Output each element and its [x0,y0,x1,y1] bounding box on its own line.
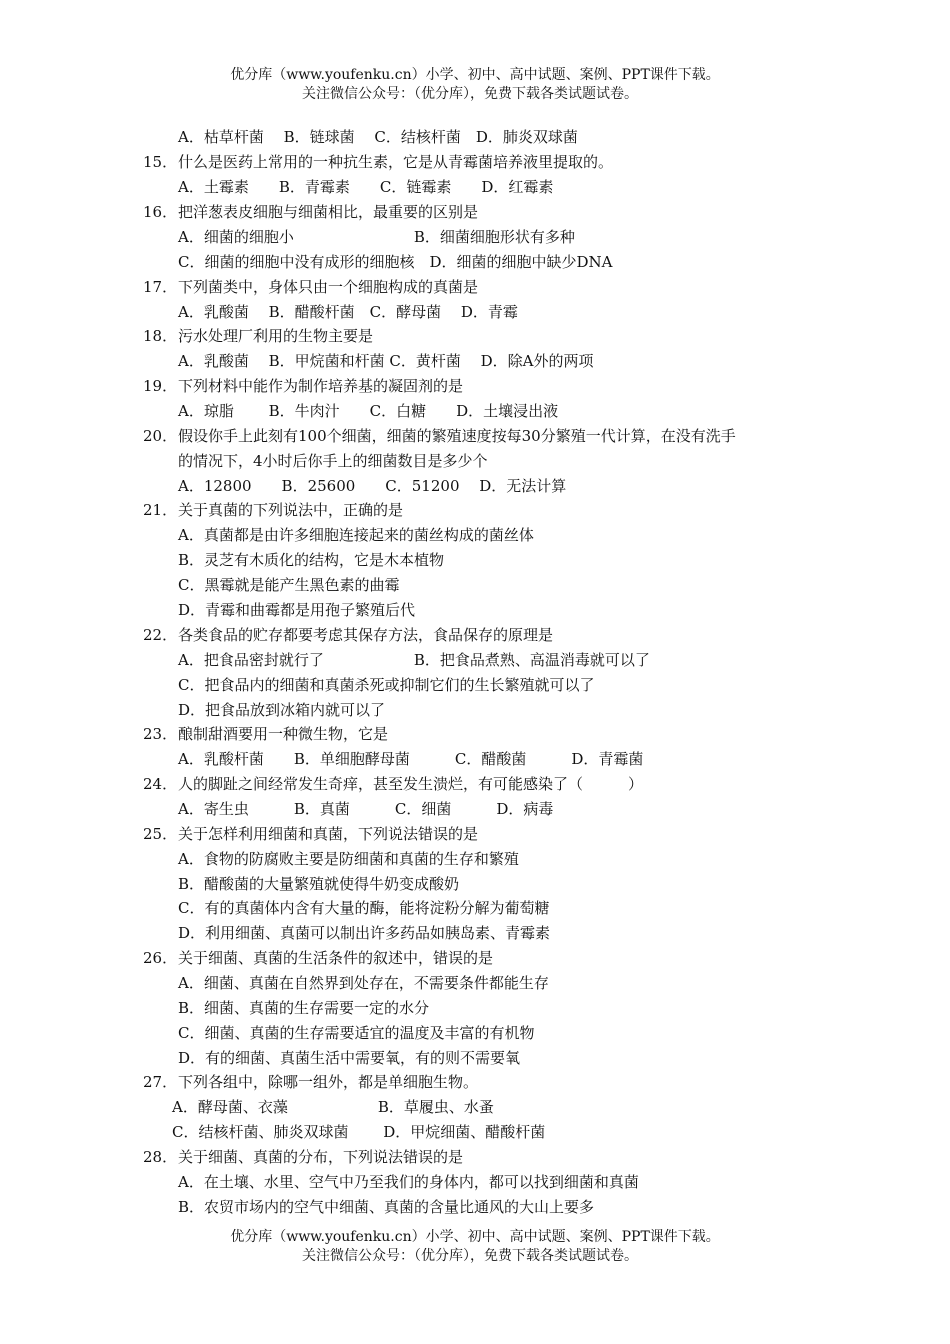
q26-option-c: C．细菌、真菌的生存需要适宜的温度及丰富的有机物 [178,1024,535,1042]
q25-option-c: C．有的真菌体内含有大量的酶，能将淀粉分解为葡萄糖 [178,899,550,917]
question-21 [143,500,403,520]
q28-option-b: B．农贸市场内的空气中细菌、真菌的含量比通风的大山上要多 [178,1198,595,1216]
q16-options-ab: A．细菌的细胞小 B．细菌细胞形状有多种 [178,228,575,246]
question-number: 26． [143,949,178,967]
q21-option-c: C．黑霉就是能产生黑色素的曲霉 [178,576,400,594]
question-number: 16． [143,203,178,221]
page-header [0,66,950,104]
q27-options-ab: A．酵母菌、衣藻 B．草履虫、水蚤 [172,1098,494,1116]
question-stem: 把洋葱表皮细胞与细菌相比，最重要的区别是 [178,203,479,221]
question-stem: 污水处理厂利用的生物主要是 [178,327,374,345]
question-stem: 关于真菌的下列说法中，正确的是 [178,501,404,519]
header-line-2: 关注微信公众号：（优分库），免费下载各类试题试卷。 [302,86,638,102]
question-19 [143,376,463,396]
q22-options-ab: A．把食品密封就行了 B．把食品煮熟、高温消毒就可以了 [178,651,650,669]
q27-options-cd: C．结核杆菌、肺炎双球菌 D．甲烷细菌、醋酸杆菌 [172,1123,546,1141]
q28-option-a: A．在土壤、水里、空气中乃至我们的身体内，都可以找到细菌和真菌 [178,1173,639,1191]
q21-option-a: A．真菌都是由许多细胞连接起来的菌丝构成的菌丝体 [178,526,534,544]
question-stem: 下列材料中能作为制作培养基的凝固剂的是 [178,377,464,395]
q21-option-b: B．灵芝有木质化的结构，它是木本植物 [178,551,445,569]
q16-options-cd: C．细菌的细胞中没有成形的细胞核 D．细菌的细胞中缺少DNA [178,253,613,271]
q23-options: A．乳酸杆菌 B．单细胞酵母菌 C．醋酸菌 D．青霉菌 [178,750,644,768]
question-stem: 什么是医药上常用的一种抗生素，它是从青霉菌培养液里提取的。 [178,153,614,171]
page-footer [0,1228,950,1266]
question-23 [143,724,388,744]
question-number: 28． [143,1148,178,1166]
question-stem: 关于细菌、真菌的生活条件的叙述中，错误的是 [178,949,494,967]
question-number: 20． [143,427,178,445]
question-stem: 人的脚趾之间经常发生奇痒，甚至发生溃烂，有可能感染了（ ） [178,775,644,793]
question-16 [143,202,478,222]
question-number: 15． [143,153,178,171]
q19-options: A．琼脂 B．牛肉汁 C．白糖 D．土壤浸出液 [178,402,559,420]
question-27 [143,1072,478,1092]
question-stem: 关于怎样利用细菌和真菌，下列说法错误的是 [178,825,479,843]
q22-option-d: D．把食品放到冰箱内就可以了 [178,701,386,719]
question-stem: 假设你手上此刻有100个细菌，细菌的繁殖速度按每30分繁殖一代计算，在没有洗手 [178,427,736,445]
question-number: 22． [143,626,178,644]
question-number: 21． [143,501,178,519]
q24-options: A．寄生虫 B．真菌 C．细菌 D．病毒 [178,800,554,818]
question-number: 18． [143,327,178,345]
question-number: 17． [143,278,178,296]
question-stem: 关于细菌、真菌的分布，下列说法错误的是 [178,1148,464,1166]
question-26 [143,948,493,968]
question-stem: 酿制甜酒要用一种微生物，它是 [178,725,389,743]
question-24 [143,774,643,794]
q18-options: A．乳酸菌 B．甲烷菌和杆菌 C．黄杆菌 D．除A外的两项 [178,352,594,370]
question-number: 19． [143,377,178,395]
question-18 [143,326,373,346]
q26-option-d: D．有的细菌、真菌生活中需要氧，有的则不需要氧 [178,1049,521,1067]
q25-option-a: A．食物的防腐败主要是防细菌和真菌的生存和繁殖 [178,850,519,868]
question-17 [143,277,478,297]
q26-option-a: A．细菌、真菌在自然界到处存在，不需要条件都能生存 [178,974,549,992]
question-20 [143,426,736,446]
question-25 [143,824,478,844]
question-stem: 下列菌类中，身体只由一个细胞构成的真菌是 [178,278,479,296]
q14-options: A．枯草杆菌 B．链球菌 C．结核杆菌 D．肺炎双球菌 [178,128,578,146]
footer-line-2: 关注微信公众号：（优分库），免费下载各类试题试卷。 [302,1248,638,1264]
header-line-1: 优分库（www.youfenku.cn）小学、初中、高中试题、案例、PPT课件下载。 [230,67,720,83]
question-22 [143,625,553,645]
question-number: 25． [143,825,178,843]
q17-options: A．乳酸菌 B．醋酸杆菌 C．酵母菌 D．青霉 [178,303,518,321]
question-15 [143,152,613,172]
q21-option-d: D．青霉和曲霉都是用孢子繁殖后代 [178,601,416,619]
question-stem: 下列各组中，除哪一组外，都是单细胞生物。 [178,1073,479,1091]
question-28 [143,1147,463,1167]
question-number: 27． [143,1073,178,1091]
footer-line-1: 优分库（www.youfenku.cn）小学、初中、高中试题、案例、PPT课件下载。 [230,1229,720,1245]
question-number: 24． [143,775,178,793]
question-stem: 各类食品的贮存都要考虑其保存方法，食品保存的原理是 [178,626,554,644]
q22-option-c: C．把食品内的细菌和真菌杀死或抑制它们的生长繁殖就可以了 [178,676,595,694]
q15-options: A．土霉素 B．青霉素 C．链霉素 D．红霉素 [178,178,554,196]
q20-options: A．12800 B．25600 C．51200 D．无法计算 [178,477,567,495]
question-number: 23． [143,725,178,743]
q20-stem-continued: 的情况下，4小时后你手上的细菌数目是多少个 [178,452,488,470]
q25-option-b: B．醋酸菌的大量繁殖就使得牛奶变成酸奶 [178,875,460,893]
q26-option-b: B．细菌、真菌的生存需要一定的水分 [178,999,430,1017]
q25-option-d: D．利用细菌、真菌可以制出许多药品如胰岛素、青霉素 [178,924,551,942]
